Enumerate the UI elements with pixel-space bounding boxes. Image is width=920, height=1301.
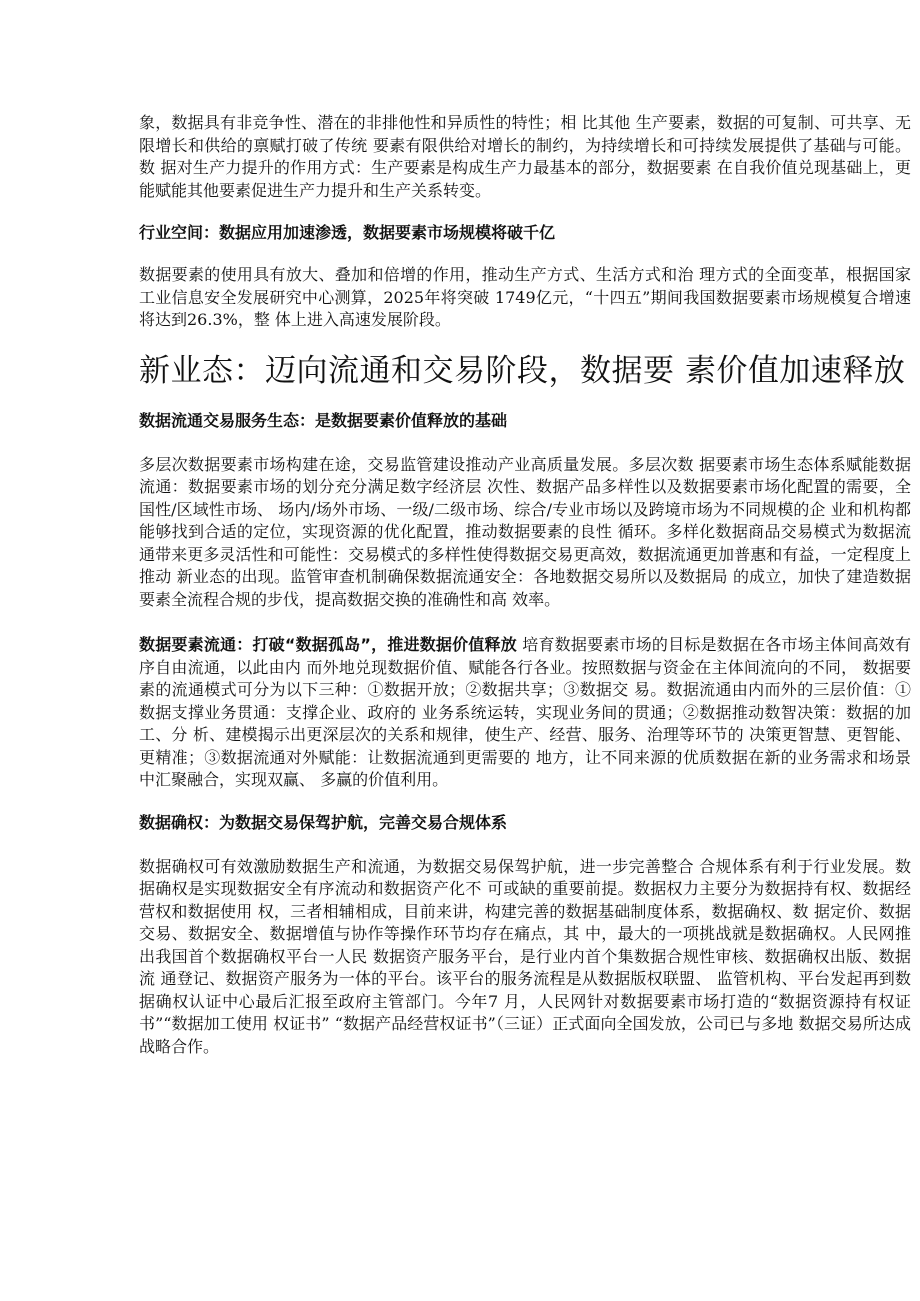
document-page <box>139 112 911 1058</box>
industry-paragraph: 数据要素的使用具有放大、叠加和倍增的作用，推动生产方式、生活方式和治 理方式的全面变革，根据国家工业信息安全发展研究中心测算，2025年将突破 1749亿元，“十四五”期间我国数据要素市场规模复合增速将达到26.3%，整 体上进入高速发展阶段。 <box>139 265 911 329</box>
intro-paragraph: 象，数据具有非竞争性、潜在的非排他性和异质性的特性；相 比其他 生产要素，数据的可复制、可共享、无限增长和供给的禀赋打破了传统 要素有限供给对增长的制约，为持续增长和可持续发展提供了基础与可能。数 据对生产力提升的作用方式：生产要素是构成生产力最基本的部分，数据要素 在自我价值兑现基础上，更能赋能其他要素促进生产力提升和生产关系转变。 <box>139 113 911 200</box>
section-heading-industry: 行业空间：数据应用加速渗透，数据要素市场规模将破千亿 <box>139 223 556 242</box>
section-heading-ecosystem: 数据流通交易服务生态：是数据要素价值释放的基础 <box>139 410 508 430</box>
circulation-body-text: 培育数据要素市场的目标是数据在各市场主体间高效有序自由流通，以此由内 而外地兑现数据价值、赋能各行各业。按照数据与资金在主体间流向的不同， 数据要素的流通模式可分为以下三种：①数据开放；②数据共享；③数据交 易。数据流通由内而外的三层价值：①数据支撑业务贯通：支撑企业、政府的 业务系统运转，实现业务间的贯通；②数据推动数智决策：数据的加工、分 析、建模揭示出更深层次的关系和规律，使生产、经营、服务、治理等环节的 决策更智慧、更智能、更精准；③数据流通对外赋能：让数据流通到更需要的 地方，让不同来源的优质数据在新的业务需求和场景中汇聚融合，实现双赢、 多赢的价值利用。 <box>139 635 911 789</box>
ecosystem-paragraph: 多层次数据要素市场构建在途，交易监管建设推动产业高质量发展。多层次数 据要素市场生态体系赋能数据流通：数据要素市场的划分充分满足数字经济层 次性、数据产品多样性以及数据要素市场化配置的需要，全国性/区域性市场、 场内/场外市场、一级/二级市场、综合/专业市场以及跨境市场为不同规模的企 业和机构都能够找到合适的定位，实现资源的优化配置，推动数据要素的良性 循环。多样化数据商品交易模式为数据流通带来更多灵活性和可能性：交易模式的多样性使得数据交易更高效，数据流通更加普惠和有益，一定程度上推动 新业态的出现。监管审查机制确保数据流通安全：各地数据交易所以及数据局 的成立，加快了建造数据要素全流程合规的步伐，提高数据交换的准确性和高 效率。 <box>139 454 911 609</box>
circulation-paragraph <box>139 634 911 792</box>
main-heading: 新业态：迈向流通和交易阶段，数据要 素价值加速释放 <box>139 352 906 389</box>
section-heading-rights: 数据确权：为数据交易保驾护航，完善交易合规体系 <box>139 812 508 832</box>
circulation-lead-heading: 数据要素流通：打破“数据孤岛”，推进数据价值释放 <box>139 635 517 654</box>
rights-paragraph: 数据确权可有效激励数据生产和流通，为数据交易保驾护航，进一步完善整合 合规体系有利于行业发展。数据确权是实现数据安全有序流动和数据资产化不 可或缺的重要前提。数据权力主要分为数据持有权、数据经营权和数据使用 权，三者相辅相成，目前来讲，构建完善的数据基础制度体系，数据确权、数 据定价、数据交易、数据安全、数据增值与协作等操作环节均存在痛点，其 中，最大的一项挑战就是数据确权。人民网推出我国首个数据确权平台一人民 数据资产服务平台，是行业内首个集数据合规性审核、数据确权出版、数据流 通登记、数据资产服务为一体的平台。该平台的服务流程是从数据版权联盟、 监管机构、平台发起再到数据确权认证中心最后汇报至政府主管部门。今年7 月，人民网针对数据要素市场打造的“数据资源持有权证书”“数据加工使用 权证书” “数据产品经营权证书”（三证）正式面向全国发放，公司已与多地 数据交易所达成战略合作。 <box>139 856 911 1056</box>
